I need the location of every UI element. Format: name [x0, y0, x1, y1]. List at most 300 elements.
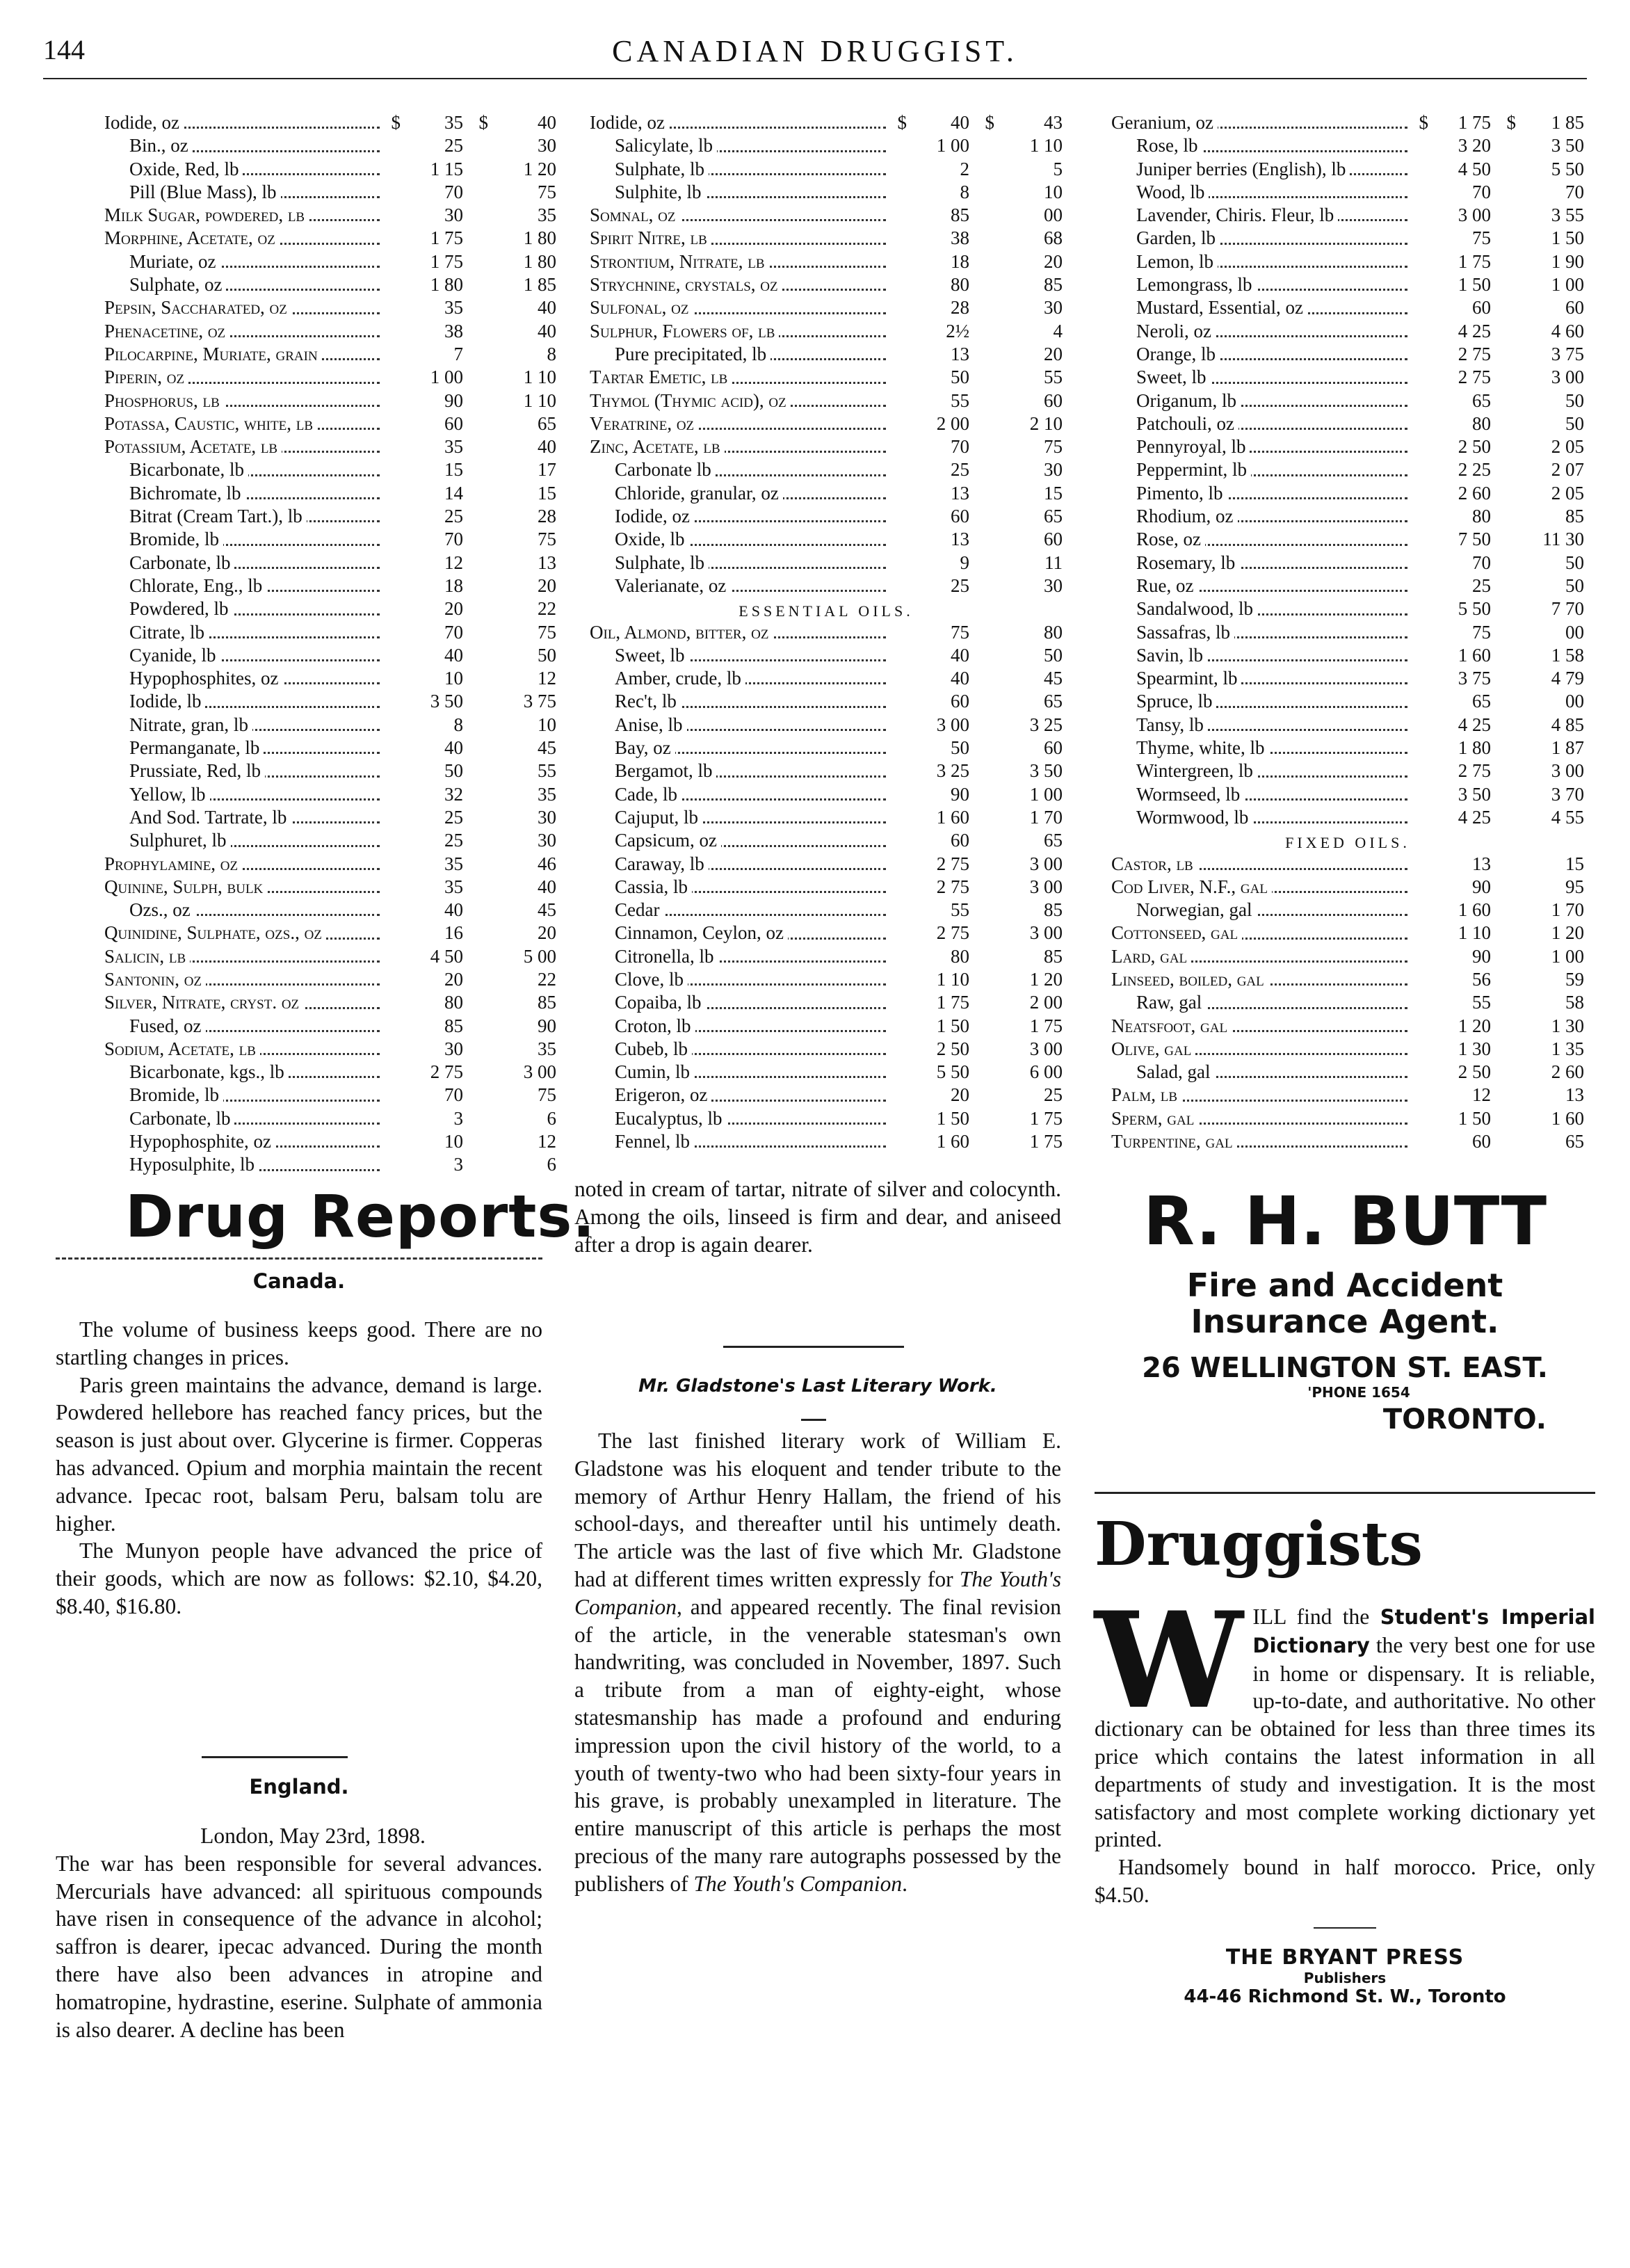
price-high: 43 — [1044, 112, 1063, 133]
price-row — [104, 296, 556, 319]
price-low: 40 — [951, 668, 969, 689]
price-item-name: Yellow, lb — [104, 784, 210, 805]
price-item-name-cell — [1111, 1130, 1407, 1153]
price-item-name: Bin., oz — [104, 135, 193, 156]
price-high: 60 — [1565, 297, 1584, 319]
price-item-name: Lard, gal — [1111, 946, 1191, 967]
price-item-name-cell — [1111, 552, 1407, 574]
price-row — [1111, 737, 1584, 759]
price-low: 40 — [444, 737, 463, 759]
price-item-name-cell — [590, 435, 886, 458]
price-high: 4 — [1053, 320, 1063, 341]
price-item-name: Veratrine, oz — [590, 413, 698, 434]
price-row — [104, 435, 556, 458]
price-item-name-cell — [1111, 158, 1407, 181]
price-row — [1111, 806, 1584, 829]
price-row — [1111, 389, 1584, 412]
price-item-name-cell — [1111, 1061, 1407, 1084]
price-item-name-cell — [590, 968, 886, 991]
price-high: 50 — [1565, 389, 1584, 411]
price-low: 65 — [1472, 691, 1491, 712]
price-high: 85 — [1565, 506, 1584, 527]
price-high: 20 — [538, 922, 556, 944]
price-item-name-cell — [104, 1061, 380, 1084]
price-item-name-cell — [590, 1084, 886, 1107]
canada-paragraph-2: Paris green maintains the advance, demand is large. Powdered hellebore has reached fancy prices, but the season is just about over. Glycerine is firmer. Copperas has advanced. Opium and morphia maintain the recent advance. Ipecac root, balsam Peru, balsam tolu are higher. — [56, 1372, 542, 1536]
price-low: 1 50 — [1458, 274, 1491, 296]
price-low: 40 — [951, 112, 969, 133]
price-item-name-cell — [590, 876, 886, 899]
price-low: 3 75 — [1458, 668, 1491, 689]
price-item-name: Pill (Blue Mass), lb — [104, 182, 281, 202]
price-item-name: Sassafras, lb — [1111, 622, 1234, 643]
price-row — [590, 806, 1063, 829]
price-item-name-cell — [1111, 296, 1407, 319]
price-item-name: Erigeron, oz — [590, 1084, 711, 1105]
price-row — [104, 644, 556, 667]
price-row — [104, 343, 556, 366]
price-row — [104, 482, 556, 505]
price-low: 70 — [1472, 181, 1491, 202]
price-high: 40 — [538, 297, 556, 319]
price-high: 30 — [538, 806, 556, 828]
price-item-name-cell — [1111, 1107, 1407, 1130]
price-high: 11 — [1044, 552, 1063, 573]
dollar-sign: $ — [1506, 112, 1516, 133]
price-item-name-cell — [590, 111, 886, 134]
price-low: 10 — [444, 1131, 463, 1152]
ad-first-line: ILL find the — [1252, 1605, 1380, 1629]
price-item-name-cell — [104, 435, 380, 458]
price-item-name: Iodide, oz — [104, 112, 184, 133]
price-row — [590, 458, 1063, 481]
price-row — [104, 876, 556, 899]
price-item-name-cell — [104, 528, 380, 551]
price-low: 90 — [951, 783, 969, 805]
price-high: 2 00 — [1029, 992, 1063, 1013]
price-item-name: Oxide, lb — [590, 529, 689, 549]
price-row — [1111, 714, 1584, 737]
price-item-name-cell — [104, 945, 380, 968]
price-low: 1 60 — [936, 1131, 969, 1152]
price-high: 1 70 — [1551, 899, 1584, 921]
price-high: 30 — [1044, 297, 1063, 319]
price-low: 20 — [444, 598, 463, 620]
price-item-name-cell — [1111, 806, 1407, 829]
price-item-name-cell — [1111, 273, 1407, 296]
price-low: 55 — [951, 389, 969, 411]
price-row — [590, 366, 1063, 389]
price-row — [1111, 783, 1584, 806]
price-item-name: Sulphur, Flowers of, lb — [590, 321, 779, 341]
price-high: 40 — [538, 320, 556, 341]
price-item-name: Potassa, Caustic, white, lb — [104, 413, 317, 434]
price-item-name-cell — [590, 737, 886, 759]
price-item-name-cell — [104, 134, 380, 157]
price-low: 4 25 — [1458, 806, 1491, 828]
price-row — [104, 783, 556, 806]
price-item-name: Pure precipitated, lb — [590, 344, 770, 364]
price-item-name-cell — [590, 1038, 886, 1061]
price-item-name-cell — [590, 1015, 886, 1038]
price-low: 35 — [444, 112, 463, 133]
price-low: 8 — [960, 181, 969, 202]
price-row — [1111, 296, 1584, 319]
price-high: 95 — [1565, 876, 1584, 897]
price-item-name: Phenacetine, oz — [104, 321, 229, 341]
price-low: 38 — [951, 227, 969, 249]
price-low: 2 00 — [936, 412, 969, 434]
price-low: 70 — [444, 181, 463, 202]
price-item-name-cell — [1111, 1084, 1407, 1107]
price-item-name: Savin, lb — [1111, 645, 1207, 666]
price-low: 14 — [444, 482, 463, 504]
price-row — [1111, 158, 1584, 181]
price-low: 90 — [1472, 876, 1491, 897]
price-item-name: Peppermint, lb — [1111, 459, 1251, 480]
price-low: 2 75 — [430, 1061, 463, 1083]
price-column-3 — [1111, 111, 1584, 1153]
price-item-name: Quinidine, Sulphate, ozs., oz — [104, 922, 326, 943]
price-row — [590, 853, 1063, 876]
price-item-name: Sulphite, lb — [590, 182, 706, 202]
price-item-name: Tartar Emetic, lb — [590, 367, 732, 387]
price-row — [590, 111, 1063, 134]
price-low: 25 — [951, 574, 969, 596]
dollar-sign: $ — [985, 112, 994, 133]
price-high: 3 75 — [523, 691, 556, 712]
price-high: 75 — [1044, 436, 1063, 458]
price-low: 2 50 — [1458, 1061, 1491, 1083]
price-item-name: Linseed, boiled, gal — [1111, 969, 1268, 990]
price-low: 35 — [444, 297, 463, 319]
price-low: 1 20 — [1458, 1015, 1491, 1036]
price-row — [1111, 1084, 1584, 1107]
price-high: 2 10 — [1029, 412, 1063, 434]
price-item-name: Citrate, lb — [104, 622, 209, 643]
price-item-name-cell — [1111, 320, 1407, 343]
price-low: 2 75 — [1458, 760, 1491, 782]
price-row — [104, 714, 556, 737]
price-item-name-cell — [104, 204, 380, 227]
canada-report — [56, 1316, 542, 1620]
price-high: 1 00 — [1551, 274, 1584, 296]
price-item-name-cell — [104, 482, 380, 505]
price-low: 1 60 — [1458, 899, 1491, 921]
price-row — [104, 1084, 556, 1107]
price-high: 1 80 — [523, 227, 556, 249]
price-high: 4 60 — [1551, 320, 1584, 341]
price-row — [1111, 1130, 1584, 1153]
price-high: 1 00 — [1029, 783, 1063, 805]
price-item-name: Ozs., oz — [104, 899, 195, 920]
price-item-name: Cubeb, lb — [590, 1038, 692, 1059]
price-item-name-cell — [590, 482, 886, 505]
price-low: 1 80 — [1458, 737, 1491, 759]
price-high: 75 — [538, 181, 556, 202]
price-item-name: Eucalyptus, lb — [590, 1108, 726, 1129]
price-item-name: Rhodium, oz — [1111, 506, 1238, 526]
drug-reports-title: Drug Reports. — [125, 1182, 596, 1250]
price-item-name-cell — [590, 158, 886, 181]
price-item-name: Rec't, lb — [590, 691, 681, 711]
price-low: 3 00 — [1458, 204, 1491, 226]
price-row — [1111, 320, 1584, 343]
price-low: 55 — [1472, 992, 1491, 1013]
price-item-name: Norwegian, gal — [1111, 899, 1256, 920]
price-item-name: Lavender, Chiris. Fleur, lb — [1111, 204, 1338, 225]
price-low: 1 75 — [1458, 250, 1491, 272]
price-high: 68 — [1044, 227, 1063, 249]
price-item-name: Mustard, Essential, oz — [1111, 297, 1307, 318]
price-item-name-cell — [590, 389, 886, 412]
price-high: 30 — [538, 135, 556, 156]
price-high: 40 — [538, 112, 556, 133]
price-row — [1111, 968, 1584, 991]
price-low: 1 60 — [1458, 644, 1491, 666]
dollar-sign: $ — [478, 112, 488, 133]
price-item-name: Amber, crude, lb — [590, 668, 745, 689]
price-low: 60 — [1472, 297, 1491, 319]
price-item-name-cell — [104, 899, 380, 922]
price-item-name-cell — [1111, 1015, 1407, 1038]
price-item-name: Tansy, lb — [1111, 714, 1208, 735]
price-row — [104, 389, 556, 412]
price-item-name: Thymol (Thymic acid), oz — [590, 390, 791, 411]
price-high: 1 10 — [523, 367, 556, 388]
price-high: 58 — [1565, 992, 1584, 1013]
price-high: 3 00 — [1029, 922, 1063, 944]
price-item-name-cell — [590, 991, 886, 1014]
price-row — [1111, 899, 1584, 922]
price-item-name-cell — [590, 366, 886, 389]
price-item-name: Strontium, Nitrate, lb — [590, 251, 769, 272]
price-item-name-cell — [590, 621, 886, 644]
price-high: 85 — [1044, 274, 1063, 296]
price-low: 85 — [951, 204, 969, 226]
price-row — [590, 783, 1063, 806]
dollar-sign: $ — [1419, 112, 1428, 133]
price-item-name: Sweet, lb — [590, 645, 689, 666]
price-row — [104, 829, 556, 852]
price-item-name: Bicarbonate, kgs., lb — [104, 1061, 289, 1082]
price-row — [104, 505, 556, 528]
price-row — [1111, 991, 1584, 1014]
price-high: 59 — [1565, 968, 1584, 990]
price-item-name: Lemon, lb — [1111, 251, 1218, 272]
price-item-name-cell — [1111, 389, 1407, 412]
price-item-name-cell — [1111, 204, 1407, 227]
publisher-name: THE BRYANT PRESS — [1225, 1945, 1464, 1970]
price-high: 50 — [1565, 552, 1584, 573]
price-item-name-cell — [1111, 111, 1407, 134]
price-low: 40 — [444, 899, 463, 921]
continued-paragraph: noted in cream of tartar, nitrate of silver and colocynth. Among the oils, linseed is firm and dear, and aniseed after a drop is again dearer. — [574, 1177, 1061, 1257]
price-item-name-cell — [104, 690, 380, 713]
price-row — [104, 181, 556, 204]
price-row — [590, 1084, 1063, 1107]
price-row — [104, 597, 556, 620]
price-high: 1 20 — [1029, 968, 1063, 990]
price-high: 22 — [538, 598, 556, 620]
price-row — [590, 435, 1063, 458]
price-item-name-cell — [104, 1130, 380, 1153]
price-item-name: Sperm, gal — [1111, 1108, 1198, 1129]
price-item-name: Permanganate, lb — [104, 737, 264, 758]
price-row — [590, 158, 1063, 181]
price-high: 50 — [1565, 412, 1584, 434]
price-item-name: Somnal, oz — [590, 204, 680, 225]
price-row — [1111, 574, 1584, 597]
section-rule — [723, 1346, 904, 1348]
price-row — [590, 899, 1063, 922]
price-high: 1 75 — [1029, 1015, 1063, 1036]
price-low: 35 — [444, 853, 463, 874]
price-item-name-cell — [1111, 690, 1407, 713]
price-high: 50 — [538, 644, 556, 666]
price-row — [104, 899, 556, 922]
price-item-name-cell — [104, 111, 380, 134]
price-low: 1 75 — [936, 992, 969, 1013]
price-item-name-cell — [1111, 759, 1407, 782]
price-low: 3 — [453, 1154, 463, 1175]
price-item-name-cell — [104, 621, 380, 644]
price-high: 2 60 — [1551, 1061, 1584, 1083]
price-item-name-cell — [1111, 644, 1407, 667]
price-item-name: Zinc, Acetate, lb — [590, 436, 725, 457]
canada-heading: Canada. — [252, 1269, 346, 1293]
price-row — [590, 829, 1063, 852]
price-low: 25 — [444, 806, 463, 828]
price-row — [1111, 1015, 1584, 1038]
price-item-name-cell — [104, 1038, 380, 1061]
price-item-name-cell — [590, 134, 886, 157]
price-row — [590, 528, 1063, 551]
price-item-name: Cajuput, lb — [590, 807, 702, 828]
price-item-name: Salicylate, lb — [590, 135, 717, 156]
ad-line-1: Fire and Accident — [1186, 1266, 1503, 1304]
price-item-name: Salad, gal — [1111, 1061, 1214, 1082]
price-row — [104, 227, 556, 250]
price-item-name-cell — [104, 597, 380, 620]
price-item-name: Carbonate lb — [590, 459, 716, 480]
price-low: 13 — [951, 343, 969, 364]
price-low: 2 25 — [1458, 459, 1491, 481]
price-item-name-cell — [1111, 528, 1407, 551]
price-item-name: Prussiate, Red, lb — [104, 760, 265, 781]
price-item-name-cell — [1111, 621, 1407, 644]
price-high: 30 — [1044, 574, 1063, 596]
price-item-name: Iodide, oz — [590, 112, 669, 133]
price-item-name-cell — [1111, 458, 1407, 481]
price-item-name-cell — [590, 343, 886, 366]
price-high: 55 — [538, 760, 556, 782]
price-item-name: Iodide, oz — [590, 506, 694, 526]
price-item-name: Patchouli, oz — [1111, 413, 1238, 434]
price-low: 3 50 — [430, 691, 463, 712]
price-item-name-cell — [104, 250, 380, 273]
price-item-name: Phosphorus, lb — [104, 390, 224, 411]
price-item-name-cell — [1111, 505, 1407, 528]
price-row — [590, 690, 1063, 713]
price-row — [104, 574, 556, 597]
price-item-name: Carbonate, lb — [104, 1108, 234, 1129]
price-item-name-cell — [590, 899, 886, 922]
price-row — [104, 1015, 556, 1038]
price-item-name-cell — [590, 853, 886, 876]
price-high: 55 — [1044, 367, 1063, 388]
price-item-name: Cod Liver, N.F., gal — [1111, 876, 1272, 897]
england-report — [56, 1822, 542, 2043]
running-head: CANADIAN DRUGGIST. — [612, 34, 1018, 68]
price-item-name: Olive, gal — [1111, 1038, 1195, 1059]
price-high: 00 — [1044, 204, 1063, 226]
price-item-name-cell — [1111, 922, 1407, 944]
price-low: 1 75 — [430, 227, 463, 249]
price-item-name: Sulphate, lb — [590, 552, 709, 573]
price-item-name-cell — [590, 181, 886, 204]
price-high: 1 10 — [523, 389, 556, 411]
canada-paragraph-3: The Munyon people have advanced the price of their goods, which are now as follows: $2.10, $4.20, $8.40, $16.80. — [56, 1538, 542, 1618]
price-row — [104, 204, 556, 227]
price-item-name: Hypophosphites, oz — [104, 668, 282, 689]
price-row — [590, 1038, 1063, 1061]
price-high: 1 90 — [1551, 250, 1584, 272]
price-high: 60 — [1044, 529, 1063, 550]
price-item-name: Turpentine, gal — [1111, 1131, 1237, 1152]
price-high: 1 60 — [1551, 1107, 1584, 1129]
price-row — [104, 412, 556, 435]
price-high: 3 00 — [1551, 760, 1584, 782]
price-low: 1 10 — [1458, 922, 1491, 944]
price-high: 28 — [538, 506, 556, 527]
price-item-name: Bergamot, lb — [590, 760, 716, 781]
price-high: 85 — [1044, 945, 1063, 967]
price-row — [1111, 134, 1584, 157]
dictionary-description: the very best one for use in home or dispensary. It is reliable, up-to-date, and authoritative. No other dictionary can be obtained for less than three times its price which contains the latest information in all departments of study and investigation. It is the most satisfactory and most complete working dictionary yet printed. — [1095, 1632, 1595, 1852]
price-low: 12 — [444, 552, 463, 573]
price-item-name: Cinnamon, Ceylon, oz — [590, 922, 788, 943]
price-row — [590, 482, 1063, 505]
price-item-name: Potassium, Acetate, lb — [104, 436, 282, 457]
price-item-name: Rosemary, lb — [1111, 552, 1239, 573]
price-item-name-cell — [104, 1107, 380, 1130]
price-high: 75 — [538, 1084, 556, 1106]
price-item-name: Cyanide, lb — [104, 645, 220, 666]
price-item-name: Spearmint, lb — [1111, 668, 1241, 689]
price-low: 55 — [951, 899, 969, 921]
price-item-name-cell — [1111, 597, 1407, 620]
price-row — [590, 1107, 1063, 1130]
price-low: 2 75 — [936, 922, 969, 944]
price-low: 13 — [951, 482, 969, 504]
price-item-name: Bromide, lb — [104, 1084, 223, 1105]
price-row — [1111, 250, 1584, 273]
price-item-name-cell — [104, 783, 380, 806]
price-row — [104, 111, 556, 134]
price-item-name-cell — [104, 1153, 380, 1176]
price-row — [104, 1038, 556, 1061]
price-low: 4 50 — [430, 945, 463, 967]
price-low: 25 — [444, 830, 463, 851]
price-row — [590, 644, 1063, 667]
price-item-name: Fused, oz — [104, 1015, 206, 1036]
ad-city: TORONTO. — [1382, 1404, 1547, 1435]
price-low: 32 — [444, 783, 463, 805]
price-low: 2 — [960, 158, 969, 179]
price-low: 4 25 — [1458, 320, 1491, 341]
price-row — [104, 528, 556, 551]
